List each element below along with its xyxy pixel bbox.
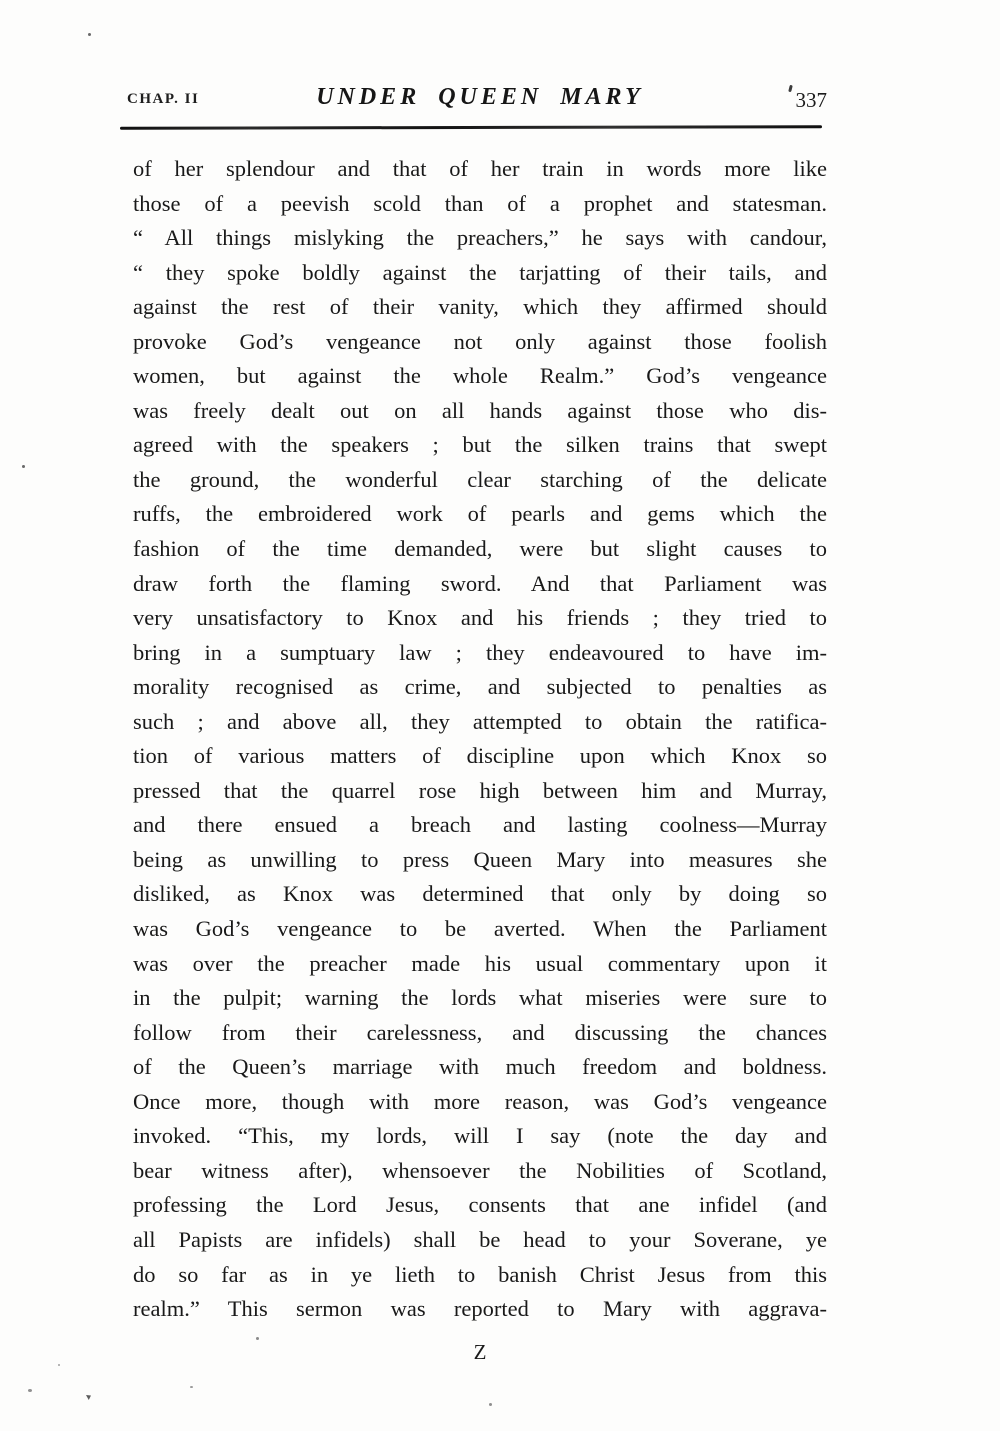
text-line: do so far as in ye lieth to banish Christ Jesus from this: [133, 1261, 827, 1287]
text-line: “ All things mislyking the preachers,” he says with candour,: [133, 225, 827, 251]
text-line: morality recognised as crime, and subjected to penalties as: [133, 674, 827, 700]
text-line: the ground, the wonderful clear starching of the delicate: [133, 466, 827, 492]
scan-speck: [489, 1403, 492, 1406]
header-rule: [120, 125, 822, 129]
text-line: all Papists are infidels) shall be head to your Soverane, ye: [133, 1226, 827, 1252]
signature-mark: Z: [473, 1340, 487, 1364]
text-line: follow from their carelessness, and discussing the chances: [133, 1019, 827, 1045]
scan-speck: [22, 465, 25, 468]
scan-speck: [58, 1364, 60, 1366]
scan-speck: [190, 1386, 193, 1388]
text-line: and there ensued a breach and lasting coolness—Murray: [133, 812, 827, 838]
text-line: was over the preacher made his usual commentary upon it: [133, 950, 827, 976]
text-line: pressed that the quarrel rose high between him and Murray,: [133, 777, 827, 803]
text-line: tion of various matters of discipline upon which Knox so: [133, 743, 827, 769]
text-line: those of a peevish scold than of a prophet and statesman.: [133, 190, 827, 216]
scan-speck: [86, 1395, 91, 1400]
text-line: was freely dealt out on all hands against those who dis-: [133, 397, 827, 423]
text-line: of the Queen’s marriage with much freedom and boldness.: [133, 1054, 827, 1080]
scan-speck: [256, 1337, 259, 1340]
text-line: was God’s vengeance to be averted. When the Parliament: [133, 916, 827, 942]
text-line: in the pulpit; warning the lords what miseries were sure to: [133, 985, 827, 1011]
text-line: provoke God’s vengeance not only against those foolish: [133, 328, 827, 354]
text-line: such ; and above all, they attempted to obtain the ratifica-: [133, 708, 827, 734]
page-number: 337: [795, 88, 827, 112]
text-line: ruffs, the embroidered work of pearls and gems which the: [133, 501, 827, 527]
text-line: against the rest of their vanity, which they affirmed should: [133, 294, 827, 320]
text-line: agreed with the speakers ; but the silken trains that swept: [133, 432, 827, 458]
running-title: UNDER QUEEN MARY: [316, 84, 644, 110]
text-line: bear witness after), whensoever the Nobilities of Scotland,: [133, 1157, 827, 1183]
text-line: draw forth the flaming sword. And that Parliament was: [133, 570, 827, 596]
text-line: women, but against the whole Realm.” God’s vengeance: [133, 363, 827, 389]
text-line: bring in a sumptuary law ; they endeavoured to have im-: [133, 639, 827, 665]
text-line: fashion of the time demanded, were but slight causes to: [133, 536, 827, 562]
scan-speck: [88, 33, 91, 36]
text-line: professing the Lord Jesus, consents that ane infidel (and: [133, 1192, 827, 1218]
text-line: Once more, though with more reason, was God’s vengeance: [133, 1088, 827, 1114]
text-line: disliked, as Knox was determined that only by doing so: [133, 881, 827, 907]
text-line: realm.” This sermon was reported to Mary with aggrava-: [133, 1296, 827, 1322]
text-line: “ they spoke boldly against the tarjatting of their tails, and: [133, 259, 827, 285]
text-line: being as unwilling to press Queen Mary into measures she: [133, 846, 827, 872]
text-line: of her splendour and that of her train in words more like: [133, 156, 827, 181]
scan-speck: [28, 1389, 32, 1392]
chapter-label: CHAP. II: [127, 91, 200, 107]
text-line: very unsatisfactory to Knox and his friends ; they tried to: [133, 605, 827, 631]
text-line: invoked. “This, my lords, will I say (note the day and: [133, 1123, 827, 1149]
body-text: [133, 152, 827, 1327]
